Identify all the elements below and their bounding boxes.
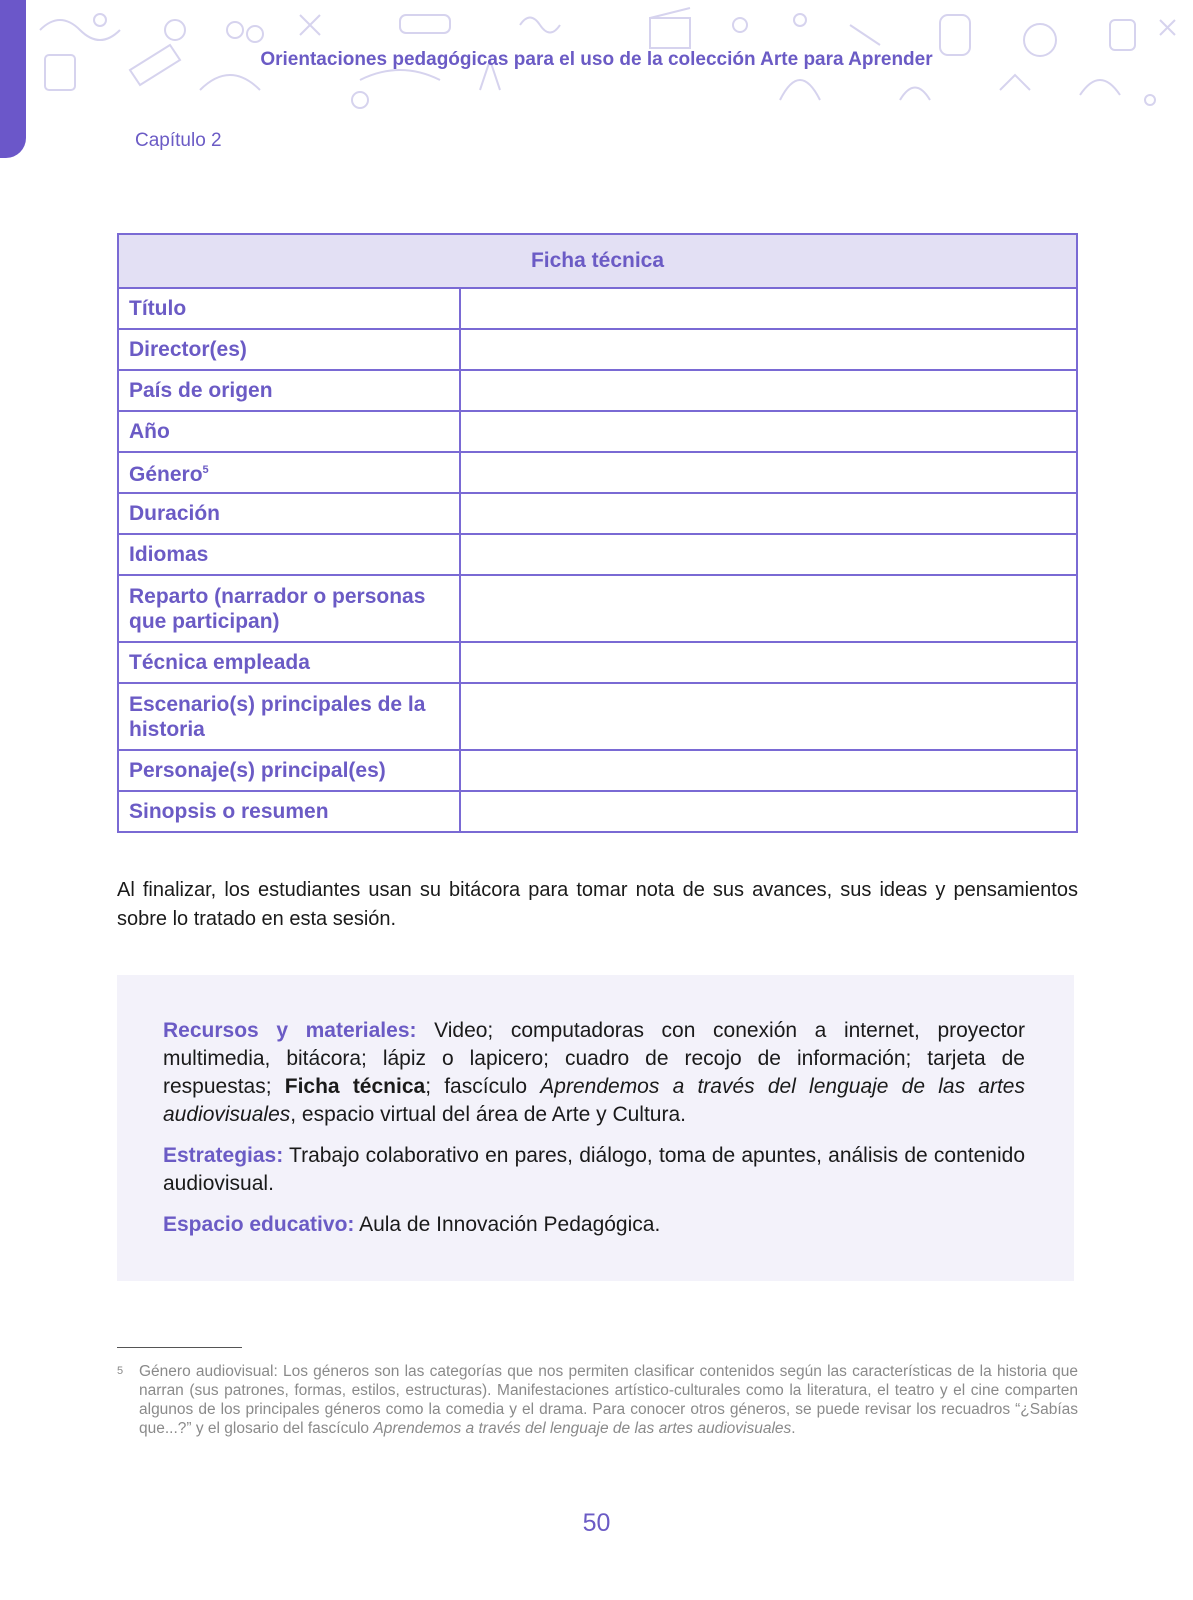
ficha-tecnica-table <box>117 233 1078 833</box>
row-label-text: Reparto (narrador o personas que participan) <box>129 584 426 633</box>
row-label <box>118 288 460 329</box>
row-label <box>118 791 460 832</box>
footnote-number: 5 <box>117 1365 124 1377</box>
space-paragraph <box>163 1211 1025 1239</box>
row-label <box>118 411 460 452</box>
header-title: Orientaciones pedagógicas para el uso de la colección Arte para Aprender <box>260 49 933 70</box>
row-label <box>118 534 460 575</box>
resources-text-2: ; fascículo <box>425 1075 541 1098</box>
row-value-cell[interactable] <box>460 750 1077 791</box>
row-label <box>118 575 460 642</box>
strategies-paragraph <box>163 1142 1025 1198</box>
row-value-cell[interactable] <box>460 493 1077 534</box>
footnote-rule <box>117 1347 242 1348</box>
row-label <box>118 493 460 534</box>
row-value-cell[interactable] <box>460 370 1077 411</box>
row-label-text: Título <box>129 297 187 320</box>
resources-paragraph <box>163 1017 1025 1129</box>
space-label: Espacio educativo: <box>163 1213 355 1236</box>
body-paragraph: Al finalizar, los estudiantes usan su bitácora para tomar nota de sus avances, sus ideas y pensamientos sobre lo tratado en esta sesión. <box>117 879 1078 930</box>
table-row <box>118 534 1077 575</box>
row-label-text: Duración <box>129 502 221 525</box>
table-row <box>118 370 1077 411</box>
header-band <box>0 0 1193 128</box>
chapter-label: Capítulo 2 <box>135 130 222 151</box>
table-row <box>118 329 1077 370</box>
row-value-cell[interactable] <box>460 452 1077 493</box>
footnote-italic: Aprendemos a través del lenguaje de las artes audiovisuales <box>373 1420 792 1437</box>
row-label <box>118 329 460 370</box>
table-row <box>118 791 1077 832</box>
row-value-cell[interactable] <box>460 329 1077 370</box>
resources-label: Recursos y materiales: <box>163 1019 417 1042</box>
row-label-text: Escenario(s) principales de la historia <box>129 692 426 741</box>
row-value-cell[interactable] <box>460 288 1077 329</box>
space-text: Aula de Innovación Pedagógica. <box>354 1213 661 1236</box>
row-value-cell[interactable] <box>460 642 1077 683</box>
footnote-ref: 5 <box>202 464 209 476</box>
table-row <box>118 288 1077 329</box>
strategies-text: Trabajo colaborativo en pares, diálogo, toma de apuntes, análisis de contenido audiovisual. <box>163 1144 1025 1195</box>
row-value-cell[interactable] <box>460 575 1077 642</box>
table-row <box>118 452 1077 493</box>
row-label <box>118 370 460 411</box>
row-label-text: Sinopsis o resumen <box>129 800 329 823</box>
row-label <box>118 683 460 750</box>
resources-text-3: , espacio virtual del área de Arte y Cultura. <box>290 1103 686 1126</box>
row-label-text: Personaje(s) principal(es) <box>129 759 386 782</box>
row-label-text: Idiomas <box>129 543 209 566</box>
resources-box <box>117 975 1074 1281</box>
row-label-text: Técnica empleada <box>129 651 310 674</box>
table-row <box>118 493 1077 534</box>
row-label-text: País de origen <box>129 379 273 402</box>
chapter-side-tab <box>0 0 26 158</box>
page-number: 50 <box>582 1509 611 1537</box>
footnote-text-1: Género audiovisual: Los géneros son las categorías que nos permiten clasificar contenidos según las características de la historia que narran (sus patrones, formas, estilos, estructuras). Manifestaciones artístico-culturales como la literatura, el teatro y el cine comparten algunos de los principales géneros como la comedia y el drama. Para conocer otros géneros, se puede revisar los recuadros “¿Sabías que...?” y el glosario del fascículo <box>139 1363 1078 1437</box>
row-label-text: Director(es) <box>129 338 247 361</box>
resources-italic: Aprendemos a través del lenguaje de las artes audiovisuales <box>163 1075 1025 1126</box>
row-label <box>118 750 460 791</box>
table-row <box>118 683 1077 750</box>
row-value-cell[interactable] <box>460 791 1077 832</box>
footnote-text-2: . <box>791 1420 796 1437</box>
table-heading: Ficha técnica <box>118 234 1077 288</box>
resources-text-1: Video; computadoras con conexión a internet, proyector multimedia, bitácora; lápiz o lapicero; cuadro de recojo de información; tarjeta de respuestas; <box>163 1019 1025 1098</box>
resources-bold: Ficha técnica <box>284 1075 426 1098</box>
row-value-cell[interactable] <box>460 534 1077 575</box>
table-row <box>118 411 1077 452</box>
row-label-text: Género <box>129 463 203 486</box>
row-value-cell[interactable] <box>460 683 1077 750</box>
row-label <box>118 452 460 493</box>
table-row <box>118 750 1077 791</box>
row-label-text: Año <box>129 420 170 443</box>
footnote <box>117 1362 1078 1438</box>
strategies-label: Estrategias: <box>163 1144 284 1167</box>
row-label <box>118 642 460 683</box>
table-row <box>118 642 1077 683</box>
table-row <box>118 575 1077 642</box>
row-value-cell[interactable] <box>460 411 1077 452</box>
